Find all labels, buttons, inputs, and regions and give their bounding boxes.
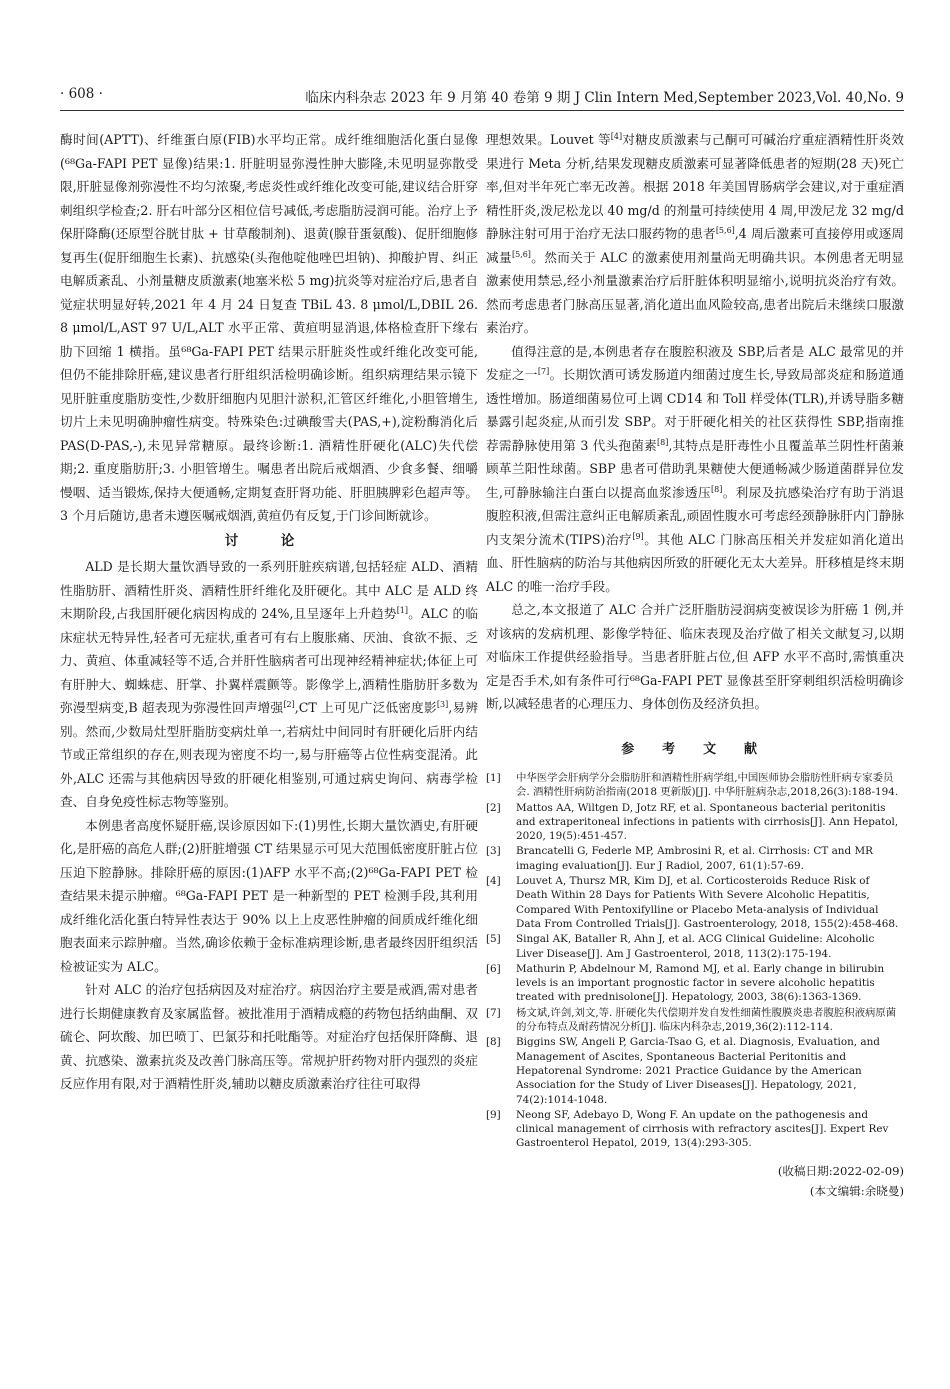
reference-number: [5]	[486, 933, 501, 946]
reference-number: [8]	[486, 1036, 501, 1049]
citation: [8]	[657, 437, 669, 447]
reference-number: [9]	[486, 1108, 501, 1121]
reference-text: Neong SF, Adebayo D, Wong F. An update on the pathogenesis and clinical management of cirrhosis with refractory ascites[J]. Expert Rev Gastroenterol Hepatol, 2019, 13(4):293-305.	[516, 1108, 889, 1150]
reference-item	[486, 1108, 904, 1151]
reference-text: 中华医学会肝病学分会脂肪肝和酒精性肝病学组,中国医师协会脂肪性肝病专家委员会. 酒精性肝病防治指南(2018 更新版)[J]. 中华肝脏病杂志,2018,26(3):188-194.	[516, 772, 899, 799]
reference-number: [6]	[486, 962, 501, 975]
reference-item	[486, 932, 904, 961]
conclusion-paragraph: 总之,本文报道了 ALC 合并广泛肝脂肪浸润病变被误诊为肝癌 1 例,并对该病的发病机理、影像学特征、临床表现及治疗做了相关文献复习,以期对临床工作提供经验指导。当患者肝脏占位,但 AFP 水平不高时,需慎重决定是否手术,如有条件可行⁶⁸Ga-FAPI PET 显像甚至肝穿刺组织活检明确诊断,以减轻患者的心理压力、身体创伤及经济负担。	[486, 602, 904, 711]
citation: [5,6]	[511, 249, 531, 259]
citation: [9]	[632, 531, 644, 541]
page-number: · 608 ·	[60, 86, 103, 102]
reference-item	[486, 1006, 904, 1035]
discussion-paragraph-2: 本例患者高度怀疑肝癌,误诊原因如下:(1)男性,长期大量饮酒史,有肝硬化,是肝癌的高危人群;(2)肝脏增强 CT 结果显示可见大范围低密度肝脏占位压迫下腔静脉。排除肝癌的原因:(1)AFP 水平不高;(2)⁶⁸Ga-FAPI PET 检查结果未提示肿瘤。⁶⁸Ga-FAPI PET 是一种新型的 PET 检测手段,其利用成纤维化活化蛋白特异性表达于 90% 以上上皮恶性肿瘤的间质成纤维化细胞表面来示踪肿瘤。当然,确诊依赖于金标准病理诊断,患者最终因肝组织活检被证实为 ALC。	[60, 817, 478, 974]
reference-number: [2]	[486, 801, 501, 814]
citation: [5,6]	[715, 225, 735, 235]
journal-citation: 临床内科杂志 2023 年 9 月第 40 卷第 9 期 J Clin Intern Med,September 2023,Vol. 40,No. 9	[305, 90, 904, 106]
discussion-paragraph-3: 针对 ALC 的治疗包括病因及对症治疗。病因治疗主要是戒酒,需对患者进行长期健康教育及家属监督。被批准用于酒精成瘾的药物包括纳曲酮、双硫仑、阿坎酸、加巴喷丁、巴氯芬和托吡酯等。对症治疗包括保肝降酶、退黄、抗感染、激素抗炎及改善门脉高压等。常规护肝药物对肝内强烈的炎症反应作用有限,对于酒精性肝炎,辅助以糖皮质激素治疗往往可取得	[60, 982, 478, 1091]
reference-item	[486, 844, 904, 873]
reference-item	[486, 962, 904, 1005]
reference-number: [3]	[486, 845, 501, 858]
citation: [2]	[283, 699, 295, 709]
discussion-heading: 讨 论	[224, 532, 314, 549]
reference-text: Louvet A, Thursz MR, Kim DJ, et al. Corticosteroids Reduce Risk of Death Within 28 Days for Patients With Severe Alcoholic Hepatitis, Compared With Pentoxifylline or Placebo Meta-analysis of Individual Data From Controlled Trials[J]. Gastroenterology, 2018, 155(2):458-468.	[516, 875, 899, 930]
citation: [7]	[537, 366, 550, 376]
reference-list	[486, 771, 904, 1151]
citation: [3]	[436, 699, 449, 709]
reference-number: [1]	[486, 772, 501, 784]
discussion-paragraph-3-cont: 理想效果。Louvet 等[4]对糖皮质激素与己酮可可碱治疗重症酒精性肝炎效果进行 Meta 分析,结果发现糖皮质激素可显著降低患者的短期(28 天)死亡率,但对半年死亡率无改善。根据 2018 年美国胃肠病学会建议,对于重症酒精性肝炎,泼尼松龙以 40 mg/d 的剂量可持续使用 4 周,甲泼尼龙 32 mg/d 静脉注射可用于治疗无法口服药物的患者[5,6],4 周后激素可直接停用或逐周减量[5,6]。然而关于 ALC 的激素使用剂量尚无明确共识。本例患者无明显激素使用禁忌,经小剂量激素治疗后肝脏体积明显缩小,说明抗炎治疗有效。然而考虑患者门脉高压显著,消化道出血风险较高,患者出院后未继续口服激素治疗。	[486, 131, 905, 335]
reference-number: [4]	[486, 875, 501, 888]
article-dates	[486, 1161, 904, 1201]
reference-text: Mathurin P, Abdelnour M, Ramond MJ, et al. Early change in bilirubin levels is an important prognostic factor in severe alcoholic hepatitis treated with prednisolone[J]. Hepatology, 2003, 38(6):1363-1369.	[516, 962, 885, 1004]
reference-item	[486, 1035, 904, 1106]
references-heading: 参 考 文 献	[621, 741, 769, 757]
reference-text: Mattos AA, Wiltgen D, Jotz RF, et al. Spontaneous bacterial peritonitis and extraperitoneal infections in patients with cirrhosis[J]. Ann Hepatol, 2020, 19(5):451-457.	[516, 801, 899, 843]
reference-text: Brancatelli G, Federle MP, Ambrosini R, et al. Cirrhosis: CT and MR imaging evaluation[J]. Eur J Radiol, 2007, 61(1):57-69.	[516, 845, 873, 872]
reference-number: [7]	[486, 1006, 501, 1019]
reference-text: 杨文斌,许剑,刘文,等. 肝硬化失代偿期并发自发性细菌性腹膜炎患者腹腔积液病原菌的分布特点及耐药情况分析[J]. 临床内科杂志,2019,36(2):112-114.	[516, 1006, 897, 1034]
received-date: (收稿日期:2022-02-09)	[777, 1163, 904, 1178]
left-column	[60, 128, 478, 1096]
discussion-paragraph-1: ALD 是长期大量饮酒导致的一系列肝脏疾病谱,包括轻症 ALD、酒精性脂肪肝、酒精性肝炎、酒精性肝纤维化及肝硬化。其中 ALC 是 ALD 终末期阶段,占我国肝硬化病因构成的 24%,且呈逐年上升趋势[1]。ALC 的临床症状无特异性,轻者可无症状,重者可有右上腹胀痛、厌油、食欲不振、乏力、黄疸、体重减轻等不适,合并肝性脑病者可出现神经精神症状;体征上可有肝肿大、蜘蛛痣、肝掌、扑翼样震颤等。影像学上,酒精性脂肪肝多数为弥漫型病变,B 超表现为弥漫性回声增强[2],CT 上可见广泛低密度影[3],易辨别。然而,少数局灶型肝脂肪变病灶单一,若病灶中间同时有肝硬化后肝内结节或正常组织的存在,则表现为密度不均一,易与肝癌等占位性病变混淆。此外,ALC 还需与其他病因导致的肝硬化相鉴别,可通过病史询问、病毒学检查、自身免疫性标志物等鉴别。	[60, 559, 479, 809]
reference-text: Biggins SW, Angeli P, Garcia-Tsao G, et al. Diagnosis, Evaluation, and Management of Ascites, Spontaneous Bacterial Peritonitis and Hepatorenal Syndrome: 2021 Practice Guidance by the American Association for the Study of Liver Diseases[J]. Hepatology, 2021, 74(2):1014-1048.	[516, 1036, 880, 1106]
editor-credit: (本文编辑:余晓曼)	[809, 1183, 904, 1198]
discussion-paragraph-4: 值得注意的是,本例患者存在腹腔积液及 SBP,后者是 ALC 最常见的并发症之一[7]。长期饮酒可诱发肠道内细菌过度生长,导致局部炎症和肠道通透性增加。肠道细菌易位可上调 CD14 和 Toll 样受体(TLR),并诱导脂多糖暴露引起炎症,从而引发 SBP。对于肝硬化相关的社区获得性 SBP,指南推荐需静脉使用第 3 代头孢菌素[8],其特点是肝毒性小且覆盖革兰阴性杆菌兼顾革兰阳性球菌。SBP 患者可借助乳果糖使大便通畅减少肠道菌群异位发生,可静脉输注白蛋白以提高血浆渗透压[8]。利尿及抗感染治疗有助于消退腹腔积液,但需注意纠正电解质紊乱,顽固性腹水可考虑经颈静脉肝内门静脉内支架分流术(TIPS)治疗[9]。其他 ALC 门脉高压相关并发症如消化道出血、肝性脑病的防治与其他病因所致的肝硬化无太大差异。肝移植是终末期 ALC 的唯一治疗手段。	[486, 343, 904, 594]
case-paragraph: 酶时间(APTT)、纤维蛋白原(FIB)水平均正常。成纤维细胞活化蛋白显像(⁶⁸Ga-FAPI PET 显像)结果:1. 肝脏明显弥漫性肿大膨隆,未见明显弥散受限,肝脏显像剂弥漫性不均匀浓聚,考虑炎性或纤维化改变可能,建议结合肝穿刺组织学检查;2. 肝右叶部分区相位信号减低,考虑脂肪浸润可能。治疗上予保肝降酶(还原型谷胱甘肽 + 甘草酸制剂)、退黄(腺苷蛋氨酸)、促肝细胞修复再生(促肝细胞生长素)、抗感染(头孢他啶他唑巴坦钠)、抑酸护胃、纠正电解质紊乱、小剂量糖皮质激素(地塞米松 5 mg)抗炎等对症治疗后,患者自觉症状明显好转,2021 年 4 月 24 日复查 TBiL 43. 8 μmol/L,DBIL 26. 8 μmol/L,AST 97 U/L,ALT 水平正常、黄疸明显消退,体格检查肝下缘右肋下回缩 1 横指。虽⁶⁸Ga-FAPI PET 结果示肝脏炎性或纤维化改变可能,但仍不能排除肝癌,建议患者行肝组织活检明确诊断。组织病理结果示镜下见肝脏重度脂肪变性,少数肝细胞内见胆汁淤积,汇管区纤维化,小胆管增生,切片上未见明确肿瘤性病变。特殊染色:过碘酸雪夫(PAS,+),淀粉酶消化后 PAS(D-PAS,-),未见异常糖原。最终诊断:1. 酒精性肝硬化(ALC)失代偿期;2. 重度脂肪肝;3. 小胆管增生。嘱患者出院后戒烟酒、少食多餐、细嚼慢咽、适当锻炼,保持大便通畅,定期复查肝肾功能、肝胆胰脾彩色超声等。3 个月后随访,患者未遵医嘱戒烟酒,黄疸仍有反复,于门诊间断就诊。	[60, 132, 478, 523]
reference-text: Singal AK, Bataller R, Ahn J, et al. ACG Clinical Guideline: Alcoholic Liver Disease[J]. Am J Gastroenterol, 2018, 113(2):175-194.	[516, 933, 875, 960]
reference-item	[486, 801, 904, 844]
citation: [4]	[610, 131, 623, 141]
citation: [8]	[710, 484, 723, 494]
header-rule	[60, 110, 904, 111]
right-column	[486, 128, 904, 1201]
reference-item	[486, 771, 904, 800]
reference-item	[486, 874, 904, 931]
running-header	[60, 86, 904, 108]
citation: [1]	[396, 605, 409, 615]
